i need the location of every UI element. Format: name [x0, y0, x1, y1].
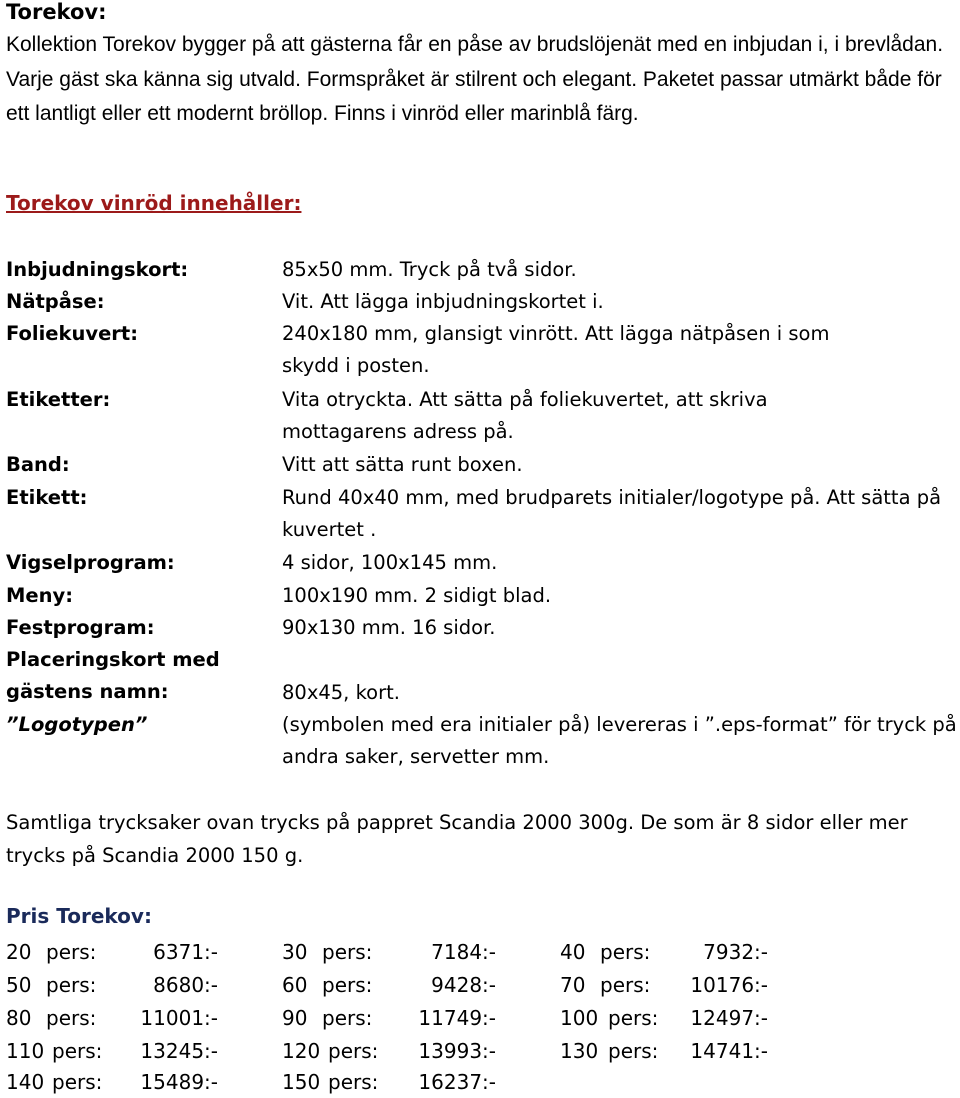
item-label: Meny: — [6, 584, 74, 607]
item-label: Foliekuvert: — [6, 322, 139, 345]
price-amount: 16237:- — [418, 1070, 496, 1094]
price-unit: pers: — [608, 1006, 659, 1030]
item-label: Festprogram: — [6, 616, 155, 639]
price-count: 150 — [282, 1070, 321, 1094]
price-count: 30 — [282, 940, 308, 964]
price-count: 110 — [6, 1039, 45, 1063]
price-unit: pers: — [46, 940, 97, 964]
price-amount: 8680:- — [153, 973, 218, 997]
price-count: 20 — [6, 940, 32, 964]
item-label: Etikett: — [6, 486, 88, 509]
item-label: ”Logotypen” — [6, 713, 148, 736]
price-count: 90 — [282, 1006, 308, 1030]
item-value: Vit. Att lägga inbjudningskortet i. — [282, 290, 604, 313]
item-label: Vigselprogram: — [6, 551, 175, 574]
price-count: 50 — [6, 973, 32, 997]
item-label: Inbjudningskort: — [6, 258, 189, 281]
price-amount: 9428:- — [431, 973, 496, 997]
price-unit: pers: — [46, 973, 97, 997]
price-amount: 11001:- — [140, 1006, 218, 1030]
price-unit: pers: — [608, 1039, 659, 1063]
item-value: 90x130 mm. 16 sidor. — [282, 616, 496, 639]
item-value: Rund 40x40 mm, med brudparets initialer/logotype på. Att sätta på kuvertet . — [282, 486, 942, 541]
price-unit: pers: — [322, 1006, 373, 1030]
price-amount: 10176:- — [690, 973, 768, 997]
intro-paragraph: Kollektion Torekov bygger på att gästerna får en påse av brudslöjenät med en inbjudan i, i brevlådan. Varje gäst ska känna sig utvald. Formspråket är stilrent och elegant. Paketet passar utmärkt både för ett lantligt eller ett modernt bröllop. Finns i vinröd eller marinblå färg. — [6, 33, 944, 125]
price-amount: 13993:- — [418, 1039, 496, 1063]
price-unit: pers: — [52, 1070, 103, 1094]
price-unit: pers: — [46, 1006, 97, 1030]
price-count: 100 — [560, 1006, 599, 1030]
item-value: 4 sidor, 100x145 mm. — [282, 551, 498, 574]
price-amount: 15489:- — [140, 1070, 218, 1094]
price-count: 70 — [560, 973, 586, 997]
price-amount: 11749:- — [418, 1006, 496, 1030]
item-label: Band: — [6, 453, 70, 476]
item-value: (symbolen med era initialer på) levereras i ”.eps-format” för tryck på andra saker, servetter mm. — [282, 713, 957, 768]
price-unit: pers: — [600, 973, 651, 997]
price-count: 140 — [6, 1070, 45, 1094]
price-unit: pers: — [52, 1039, 103, 1063]
price-amount: 12497:- — [690, 1006, 768, 1030]
price-unit: pers: — [322, 973, 373, 997]
price-count: 60 — [282, 973, 308, 997]
price-count: 120 — [282, 1039, 321, 1063]
item-value: 85x50 mm. Tryck på två sidor. — [282, 258, 577, 281]
item-value: 240x180 mm, glansigt vinrött. Att lägga nätpåsen i som skydd i posten. — [282, 322, 830, 377]
price-count: 80 — [6, 1006, 32, 1030]
price-unit: pers: — [328, 1039, 379, 1063]
item-value: 80x45, kort. — [282, 681, 400, 704]
item-value: Vita otryckta. Att sätta på foliekuvertet, att skriva mottagarens adress på. — [282, 388, 768, 443]
price-amount: 13245:- — [140, 1039, 218, 1063]
contents-heading: Torekov vinröd innehåller: — [6, 191, 302, 215]
price-unit: pers: — [328, 1070, 379, 1094]
item-label: Placeringskort med gästens namn: — [6, 648, 220, 703]
item-label: Etiketter: — [6, 388, 111, 411]
price-amount: 14741:- — [690, 1039, 768, 1063]
price-unit: pers: — [600, 940, 651, 964]
price-heading: Pris Torekov: — [6, 904, 152, 928]
price-count: 40 — [560, 940, 586, 964]
price-amount: 7184:- — [431, 940, 496, 964]
price-amount: 7932:- — [703, 940, 768, 964]
item-value: Vitt att sätta runt boxen. — [282, 453, 523, 476]
paper-summary: Samtliga trycksaker ovan trycks på pappret Scandia 2000 300g. De som är 8 sidor eller mer trycks på Scandia 2000 150 g. — [6, 811, 908, 867]
price-count: 130 — [560, 1039, 599, 1063]
item-value: 100x190 mm. 2 sidigt blad. — [282, 584, 552, 607]
page-title: Torekov: — [6, 0, 107, 24]
price-unit: pers: — [322, 940, 373, 964]
item-label: Nätpåse: — [6, 290, 105, 313]
price-amount: 6371:- — [153, 940, 218, 964]
